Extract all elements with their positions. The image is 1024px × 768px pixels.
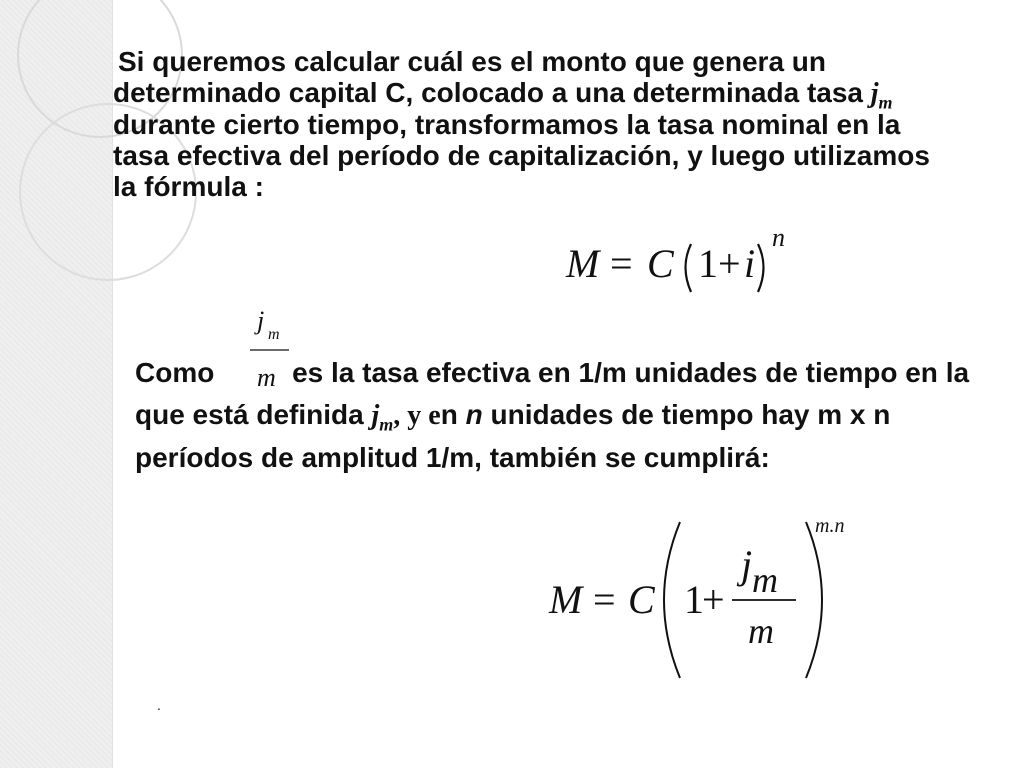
intro-text-2: durante cierto tiempo, transformamos la tasa nominal en la tasa efectiva del período de capitalización, y luego utilizamos la fórmula : <box>113 109 930 202</box>
svg-text:j: j <box>257 306 265 335</box>
svg-text:m: m <box>268 326 280 343</box>
explanation-paragraph <box>135 352 980 479</box>
footer-dot: . <box>157 697 161 713</box>
intro-text-1: Si queremos calcular cuál es el monto que genera un determinado capital C, colocado a una determinada tasa <box>113 46 871 108</box>
formula-compound-interest <box>565 223 785 292</box>
svg-text:m: m <box>257 363 276 392</box>
explanation-text-2a: n <box>440 399 466 430</box>
svg-text:m: m <box>752 560 778 600</box>
svg-text:j: j <box>741 542 753 587</box>
svg-text:=: = <box>593 577 616 622</box>
svg-text:i: i <box>744 241 756 286</box>
rate-symbol-2: $j_m$ <box>371 400 394 435</box>
svg-text:+: + <box>702 577 725 622</box>
svg-text:M: M <box>549 577 583 622</box>
svg-text:m: m <box>748 611 774 651</box>
formula-effective-rate <box>548 515 844 678</box>
svg-text:C: C <box>647 241 674 286</box>
svg-text:+: + <box>718 241 741 286</box>
rate-symbol: $j_m$ <box>870 78 893 113</box>
svg-text:1: 1 <box>698 241 718 286</box>
explanation-connector: , y e <box>393 400 441 431</box>
svg-text:C: C <box>628 577 655 622</box>
svg-text:n: n <box>772 223 785 252</box>
como-word: Como <box>135 357 215 388</box>
explanation-text-2b: unidades de tiempo hay m x n períodos de amplitud 1/m, también se cumplirá: <box>135 399 891 473</box>
svg-text:=: = <box>610 241 633 286</box>
svg-text:m.n: m.n <box>815 515 845 537</box>
svg-text:M: M <box>566 241 600 286</box>
n-variable: n <box>465 399 483 430</box>
explanation-text-1: es la tasa efectiva en 1/m unidades de tiempo en la que está definida <box>135 357 970 430</box>
svg-text:1: 1 <box>684 577 704 622</box>
